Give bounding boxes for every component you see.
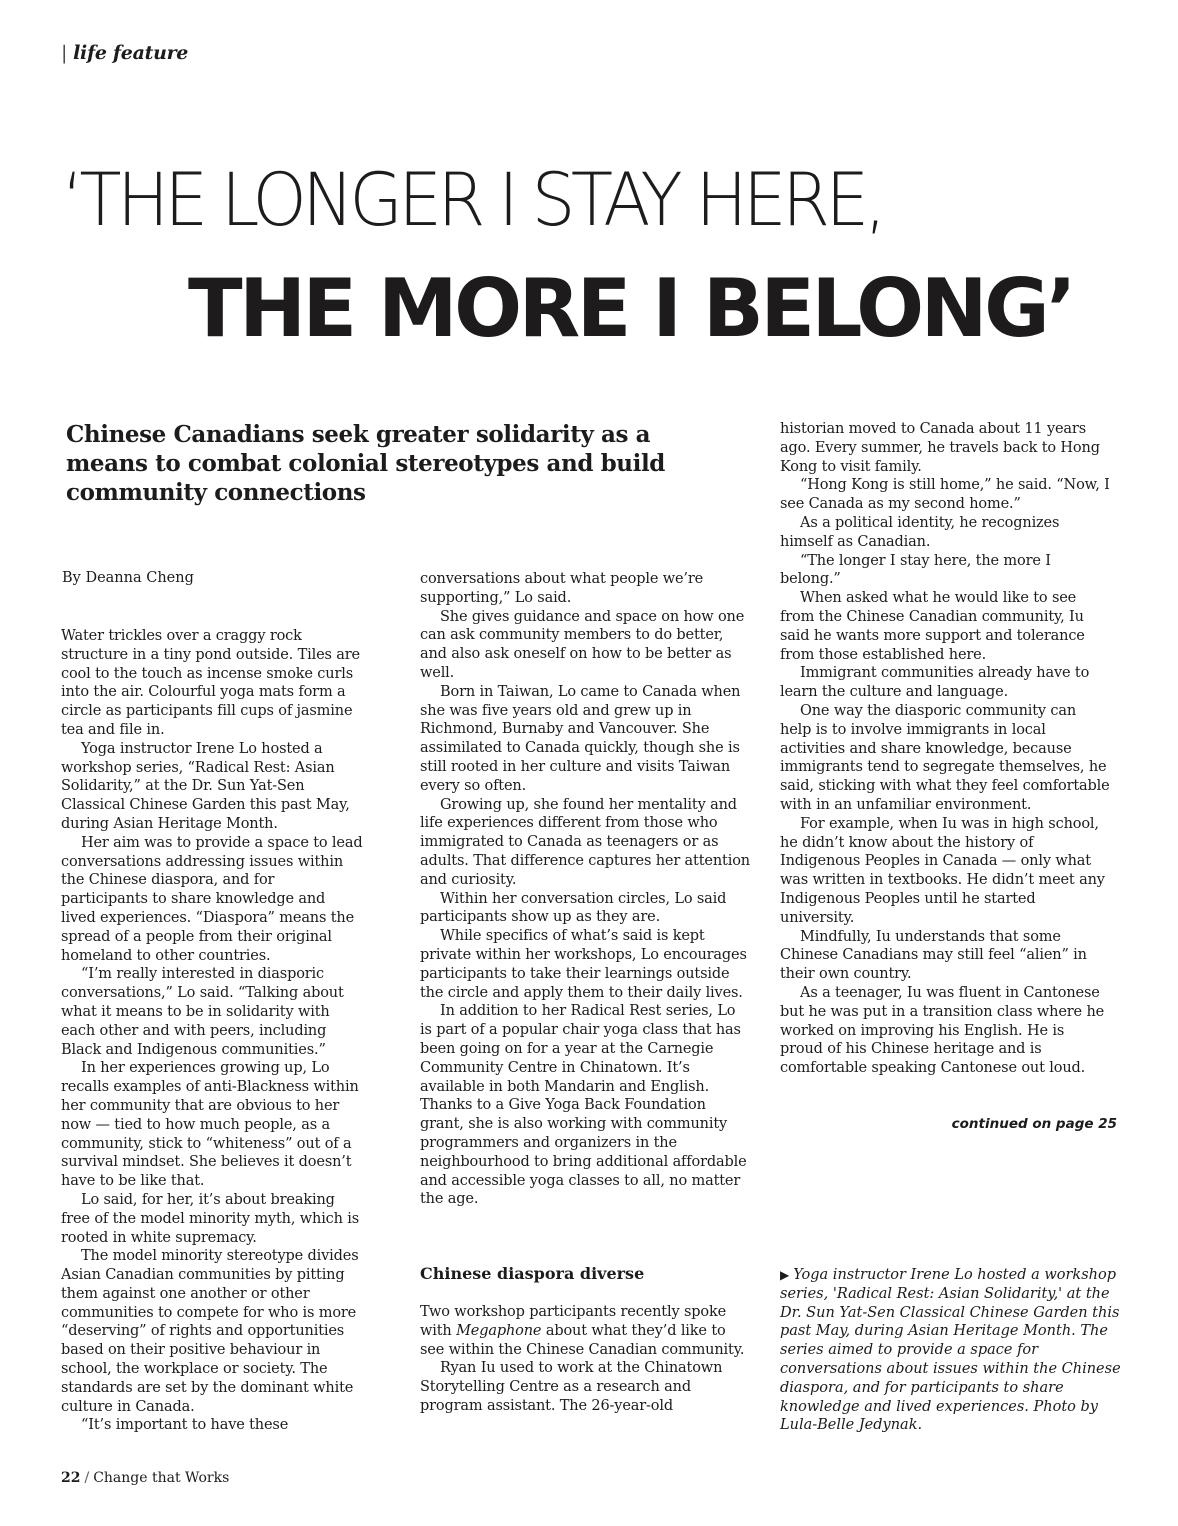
caption-marker-icon: ▶ [780,1268,790,1282]
paragraph: “The longer I stay here, the more I belong.” [780,552,1051,588]
paragraph: As a political identity, he recognizes himself as Canadian. [780,514,1060,550]
page-number: 22 [61,1470,81,1486]
paragraph: She gives guidance and space on how one can ask community members to do better, and also ask oneself on how to be better as well. [420,608,745,681]
paragraph: Her aim was to provide a space to lead conversations addressing issues within the Chinese diaspora, and for participants to share knowledge and lived experiences. “Diaspora” means the spread of a people from their original homeland to other countries. [61,834,363,964]
paragraph: Ryan Iu used to work at the Chinatown Storytelling Centre as a research and program assistant. The 26-year-old [420,1360,723,1414]
photo-caption [780,1266,1122,1435]
paragraph [420,1303,750,1359]
headline-line-1: ‘THE LONGER I STAY HERE, [62,158,883,243]
paragraph: When asked what he would like to see from the Chinese Canadian community, Iu said he wants more support and tolerance from those established here. [780,590,1085,663]
paragraph: Mindfully, Iu understands that some Chinese Canadians may still feel “alien” in their own country. [780,928,1087,983]
section-label: life feature [73,42,189,64]
dek: Chinese Canadians seek greater solidarity as a means to combat colonial stereotypes and build community connections [66,421,665,506]
body-column-1 [61,627,363,1435]
paragraph: While specifics of what’s said is kept private within her workshops, Lo encourages participants to take their learnings outside the circle and apply them to their daily lives. [420,928,747,1001]
text-run: Two workshop participants recently spoke with [420,1304,727,1339]
section-tag [61,42,188,64]
body-column-3 [780,420,1110,1078]
section-divider: | [61,42,68,64]
paragraph: Growing up, she found her mentality and life experiences different from those who immigrated to Canada as teenagers or as adults. That difference captures her attention and curiosity. [420,796,750,888]
paragraph: Born in Taiwan, Lo came to Canada when she was five years old and grew up in Richmond, Burnaby and Vancouver. She assimilated to Canada quickly, though she is still rooted in her culture and visits Taiwan every so often. [420,683,741,794]
paragraph: In her experiences growing up, Lo recalls examples of anti-Blackness within her community that are obvious to her now — tied to how much people, as a community, stick to “whiteness” out of a survival mindset. She believes it doesn’t have to be like that. [61,1060,359,1190]
paragraph: historian moved to Canada about 11 years ago. Every summer, he travels back to Hong Kong to visit family. [780,421,1100,475]
body-column-2 [420,570,750,1209]
paragraph: Immigrant communities already have to learn the culture and language. [780,665,1090,701]
paragraph: Lo said, for her, it’s about breaking free of the model minority myth, which is rooted in white supremacy. [61,1191,360,1246]
caption-text: Yoga instructor Irene Lo hosted a workshop series, 'Radical Rest: Asian Solidarity,' at the Dr. Sun Yat-Sen Classical Chinese Garden this past May, during Asian Heritage Month. The series aimed to provide a space for conversations about issues within the Chinese diaspora, and for participants to share knowledge and lived experiences. Photo by Lula-Belle Jedynak. [780,1267,1121,1434]
publication-title: Change that Works [93,1470,230,1486]
continued-on-page-link[interactable]: continued on page 25 [951,1116,1117,1132]
paragraph: “Hong Kong is still home,” he said. “Now, I see Canada as my second home.” [780,477,1110,513]
paragraph: In addition to her Radical Rest series, Lo is part of a popular chair yoga class that has been going on for a year at the Carnegie Community Centre in Chinatown. It’s available in both Mandarin and English. Thanks to a Give Yoga Back Foundation grant, she is also working with community programmers and organizers in the neighbourhood to bring additional affordable and accessible yoga classes to all, no matter the age. [420,1003,747,1208]
body-column-2-continued [420,1303,750,1416]
paragraph: The model minority stereotype divides Asian Canadian communities by pitting them against one another or other communities to compete for who is more “deserving” of rights and opportunities based on their positive behaviour in school, the workplace or society. The standards are set by the dominant white culture in Canada. [61,1248,359,1415]
paragraph: conversations about what people we’re supporting,” Lo said. [420,571,704,606]
paragraph: One way the diasporic community can help is to involve immigrants in local activities and share knowledge, because immigrants tend to segregate themselves, he said, sticking with what they feel comfortable with in an unfamiliar environment. [780,702,1110,813]
paragraph: Yoga instructor Irene Lo hosted a workshop series, “Radical Rest: Asian Solidarity,” at the Dr. Sun Yat-Sen Classical Chinese Garden this past May, during Asian Heritage Month. [61,740,350,832]
text-run: about what they’d like to see within the Chinese Canadian community. [420,1322,745,1358]
byline: By Deanna Cheng [62,570,194,586]
footer-separator: / [84,1470,90,1486]
paragraph: Within her conversation circles, Lo said participants show up as they are. [420,890,727,926]
paragraph: “I’m really interested in diasporic conversations,” Lo said. “Talking about what it means to be in solidarity with each other and with peers, including Black and Indigenous communities.” [61,966,344,1058]
paragraph: “It’s important to have these [81,1417,289,1434]
page-footer [61,1470,229,1486]
headline-line-2: THE MORE I BELONG’ [188,262,1074,355]
paragraph: For example, when Iu was in high school, he didn’t know about the history of Indigenous Peoples in Canada — only what was written in textbooks. He didn’t meet any Indigenous Peoples until he started university. [780,815,1105,926]
paragraph: As a teenager, Iu was fluent in Cantonese but he was put in a transition class where he worked on improving his English. He is proud of his Chinese heritage and is comfortable speaking Cantonese out loud. [780,984,1105,1077]
publication-name: Megaphone [456,1322,542,1339]
paragraph: Water trickles over a craggy rock structure in a tiny pond outside. Tiles are cool to the touch as incense smoke curls into the air. Colourful yoga mats form a circle as participants fill cups of jasmine tea and file in. [61,628,360,738]
subhead: Chinese diaspora diverse [420,1264,645,1283]
